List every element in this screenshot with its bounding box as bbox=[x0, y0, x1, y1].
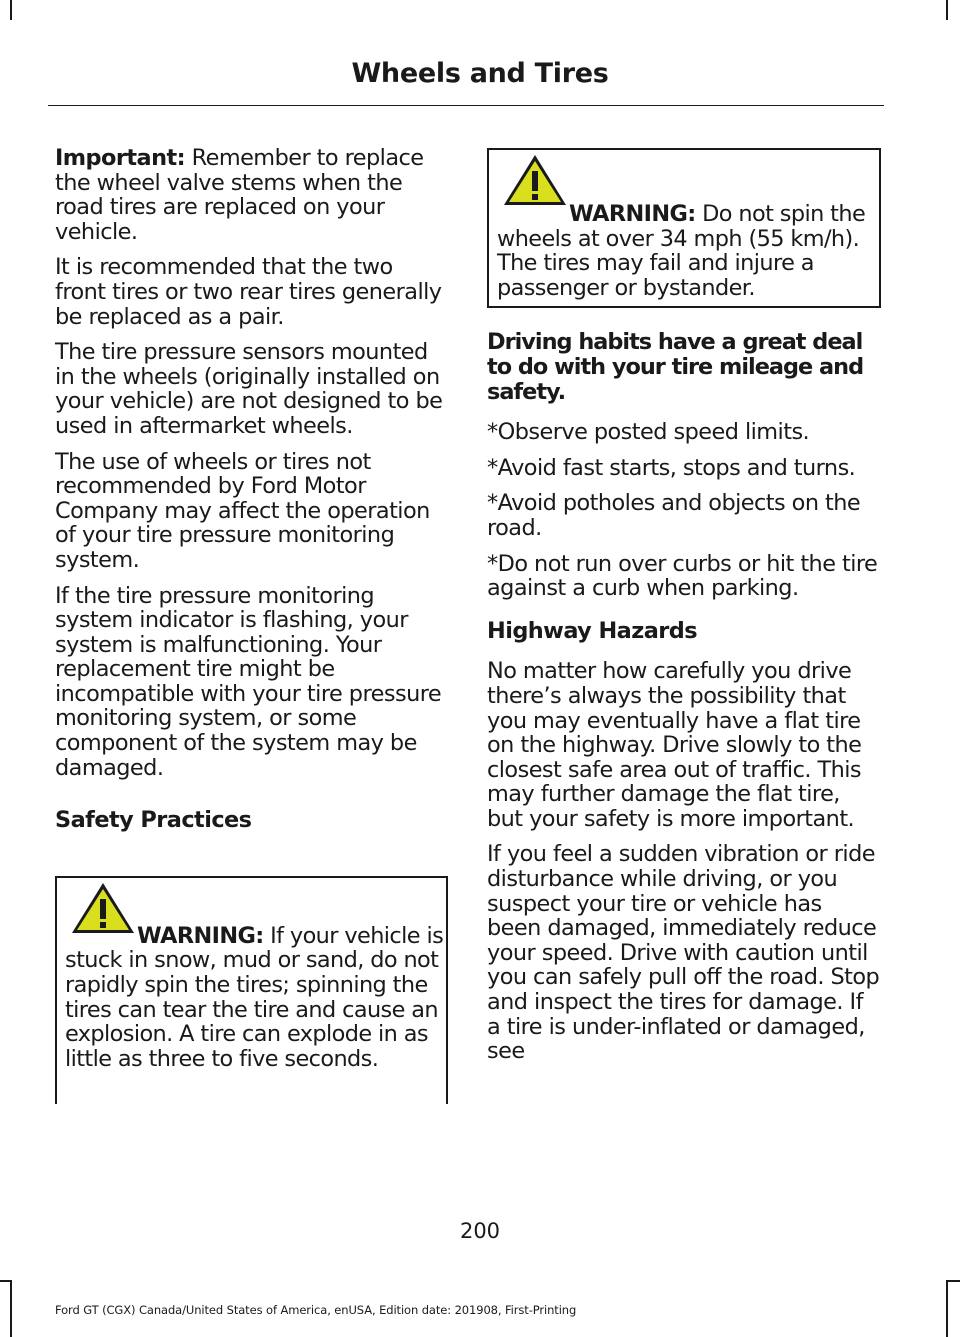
warning-triangle-icon bbox=[501, 152, 569, 208]
important-paragraph bbox=[55, 146, 448, 244]
section-heading-highway-hazards: Highway Hazards bbox=[487, 617, 698, 644]
bullet-curbs: *Do not run over curbs or hit the tire against a curb when parking. bbox=[487, 550, 878, 602]
crop-mark-top-right-vertical bbox=[946, 0, 948, 20]
page-title: Wheels and Tires bbox=[351, 58, 609, 89]
warning-text: If your vehicle is stuck in snow, mud or sand, do not rapidly spin the tires; spinning the tires can tear the tire and cause an explosion. A tire can explode in as little as three to five seconds. bbox=[65, 922, 444, 1072]
important-label: Important: bbox=[55, 145, 186, 171]
paragraph-indicator-flashing: If the tire pressure monitoring system indicator is flashing, your system is malfunctioning. Your replacement tire might be incompatible with your tire pressure monitoring system, or some component of the system may be damaged. bbox=[55, 582, 442, 781]
warning-triangle-icon bbox=[69, 880, 137, 936]
warning-box-stuck-vehicle bbox=[55, 876, 448, 1104]
bullet-speed-limits: *Observe posted speed limits. bbox=[487, 419, 810, 446]
crop-mark-top-left-vertical bbox=[10, 0, 12, 20]
warning-label: WARNING: bbox=[569, 201, 696, 227]
paragraph-flat-tire: No matter how carefully you drive there’s always the possibility that you may eventually have a flat tire on the highway. Drive slowly to the closest safe area out of traffic. This may further damage the flat tire, but your safety is more important. bbox=[487, 658, 862, 832]
section-heading-driving-habits: Driving habits have a great deal to do with your tire mileage and safety. bbox=[487, 329, 864, 405]
paragraph-sudden-vibration: If you feel a sudden vibration or ride disturbance while driving, or you suspect your tire or vehicle has been damaged, immediately reduce your speed. Drive with caution until you can safely pull off the road. Stop and inspect the tires for damage. If a tire is under-inflated or damaged, see bbox=[487, 841, 880, 1065]
right-column bbox=[487, 146, 881, 1075]
page-number: 200 bbox=[459, 1219, 501, 1243]
bullet-fast-starts: *Avoid fast starts, stops and turns. bbox=[487, 454, 856, 481]
header-divider bbox=[48, 105, 884, 106]
bullet-potholes: *Avoid potholes and objects on the road. bbox=[487, 490, 861, 541]
crop-mark-bottom-right-horizontal bbox=[946, 1280, 960, 1282]
crop-mark-bottom-left-horizontal bbox=[0, 1280, 12, 1282]
paragraph-pair-replacement: It is recommended that the two front tires or two rear tires generally be replaced as a pair. bbox=[55, 254, 442, 330]
crop-mark-bottom-left-vertical bbox=[10, 1280, 12, 1337]
crop-mark-bottom-right-vertical bbox=[946, 1280, 948, 1337]
edition-note: Ford GT (CGX) Canada/United States of America, enUSA, Edition date: 201908, First-Printing bbox=[55, 1303, 577, 1317]
warning-box-wheel-spin bbox=[487, 148, 881, 308]
section-heading-safety-practices: Safety Practices bbox=[55, 807, 252, 834]
paragraph-ford-recommendation: The use of wheels or tires not recommended by Ford Motor Company may affect the operation of your tire pressure monitoring system. bbox=[55, 448, 430, 573]
left-column bbox=[55, 146, 448, 1104]
paragraph-sensors: The tire pressure sensors mounted in the wheels (originally installed on your vehicle) are not designed to be used in aftermarket wheels. bbox=[55, 339, 443, 439]
warning-text: Do not spin the wheels at over 34 mph (55 km/h). The tires may fail and injure a passenger or bystander. bbox=[497, 201, 866, 301]
important-text: Remember to replace the wheel valve stems when the road tires are replaced on your vehicle. bbox=[55, 145, 424, 245]
warning-label: WARNING: bbox=[137, 922, 264, 949]
